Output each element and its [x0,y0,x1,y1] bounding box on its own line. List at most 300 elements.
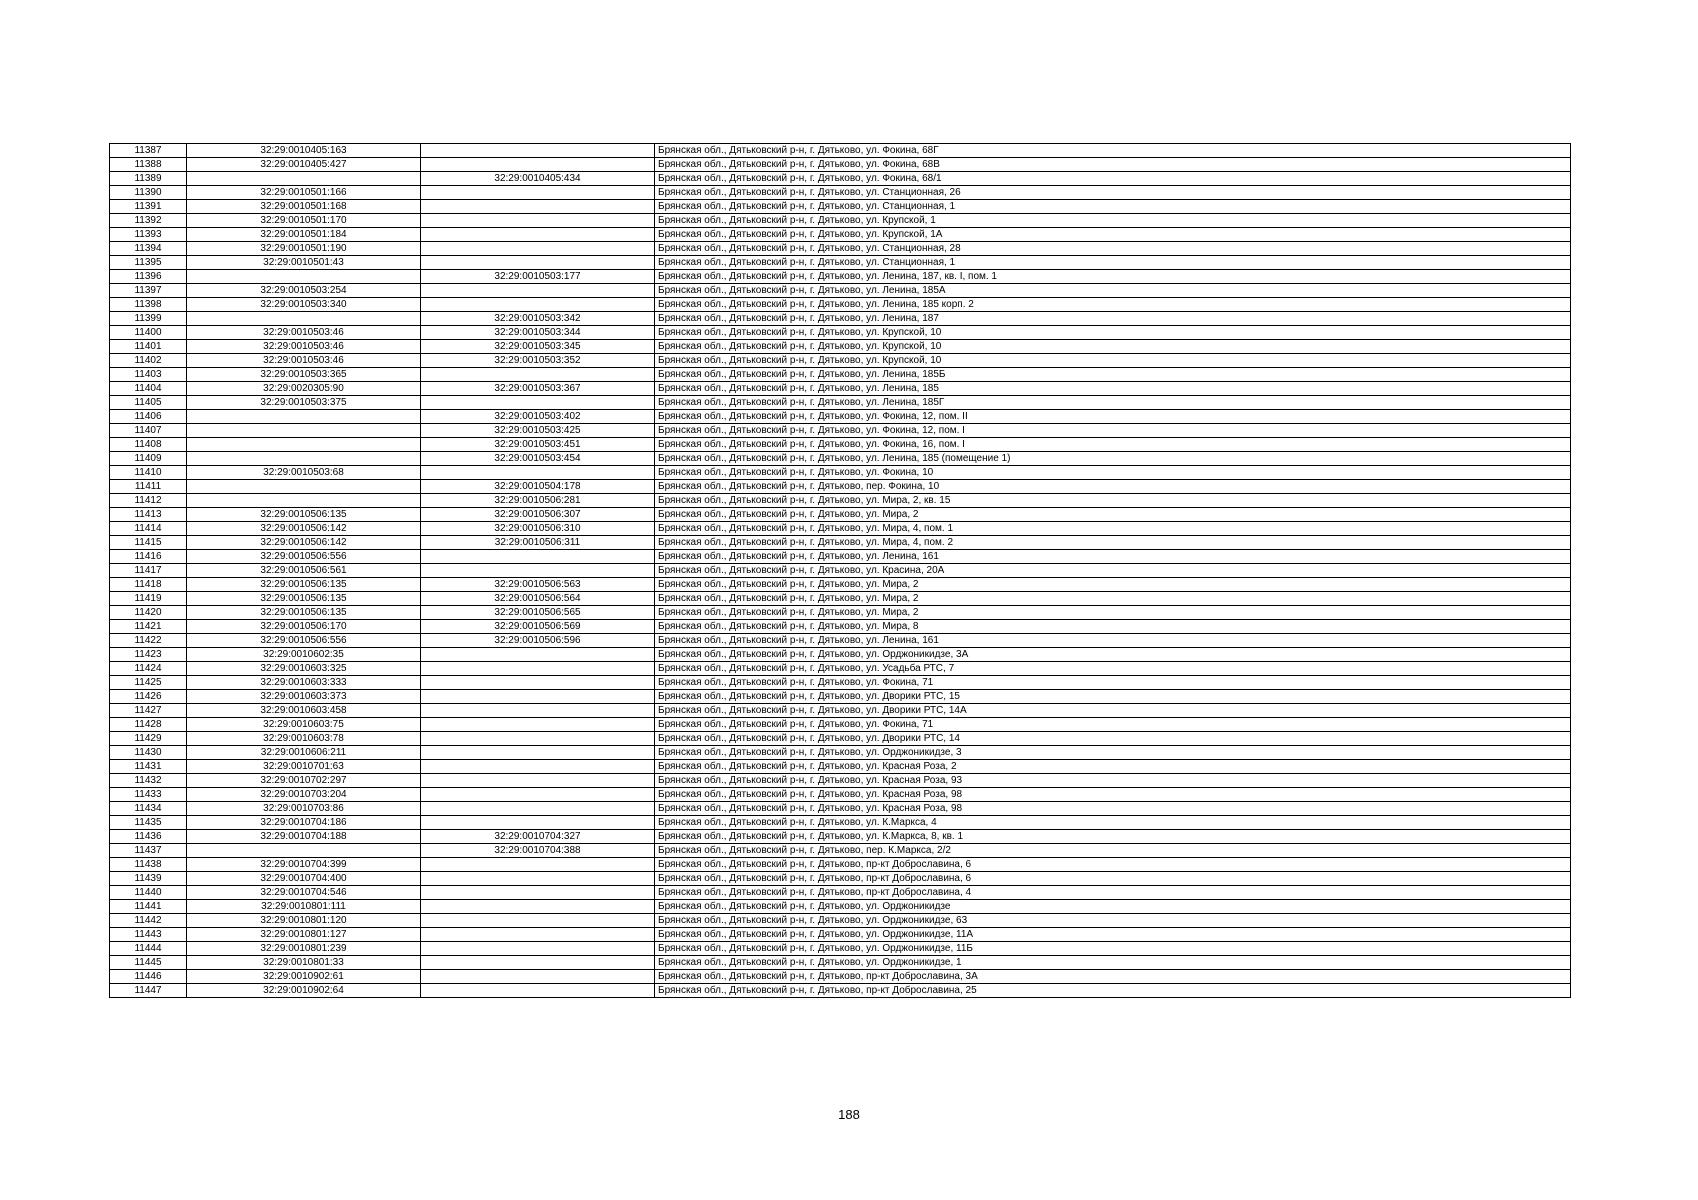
address-cell: Брянская обл., Дятьковский р-н, г. Дятьково, ул. Крупской, 10 [655,354,1571,368]
address-cell: Брянская обл., Дятьковский р-н, г. Дятьково, ул. Мира, 2 [655,592,1571,606]
row-number-cell: 11437 [110,844,187,858]
land-cadastral-number-cell: 32:29:0010503:46 [187,326,421,340]
land-cadastral-number-cell: 32:29:0010603:373 [187,690,421,704]
table-row [110,508,1571,522]
address-cell: Брянская обл., Дятьковский р-н, г. Дятьково, пер. Фокина, 10 [655,480,1571,494]
object-cadastral-number-cell [421,368,655,382]
land-cadastral-number-cell: 32:29:0010506:135 [187,578,421,592]
land-cadastral-number-cell [187,424,421,438]
row-number-cell: 11390 [110,186,187,200]
object-cadastral-number-cell: 32:29:0010503:367 [421,382,655,396]
table-row [110,928,1571,942]
table-row [110,144,1571,158]
address-cell: Брянская обл., Дятьковский р-н, г. Дятьково, ул. Ленина, 161 [655,550,1571,564]
address-cell: Брянская обл., Дятьковский р-н, г. Дятьково, ул. Станционная, 1 [655,200,1571,214]
address-cell: Брянская обл., Дятьковский р-н, г. Дятьково, ул. Орджоникидзе, 11А [655,928,1571,942]
address-cell: Брянская обл., Дятьковский р-н, г. Дятьково, ул. Ленина, 185Г [655,396,1571,410]
land-cadastral-number-cell: 32:29:0010606:211 [187,746,421,760]
row-number-cell: 11405 [110,396,187,410]
object-cadastral-number-cell [421,550,655,564]
object-cadastral-number-cell [421,396,655,410]
table-row [110,676,1571,690]
land-cadastral-number-cell: 32:29:0010602:35 [187,648,421,662]
table-row [110,746,1571,760]
table-row [110,984,1571,998]
land-cadastral-number-cell: 32:29:0010704:188 [187,830,421,844]
address-cell: Брянская обл., Дятьковский р-н, г. Дятьково, ул. Мира, 4, пом. 2 [655,536,1571,550]
table-row [110,578,1571,592]
land-cadastral-number-cell: 32:29:0010405:427 [187,158,421,172]
land-cadastral-number-cell: 32:29:0010603:325 [187,662,421,676]
address-cell: Брянская обл., Дятьковский р-н, г. Дятьково, ул. Крупской, 10 [655,326,1571,340]
row-number-cell: 11431 [110,760,187,774]
object-cadastral-number-cell [421,242,655,256]
row-number-cell: 11415 [110,536,187,550]
row-number-cell: 11443 [110,928,187,942]
row-number-cell: 11410 [110,466,187,480]
row-number-cell: 11426 [110,690,187,704]
object-cadastral-number-cell [421,214,655,228]
address-cell: Брянская обл., Дятьковский р-н, г. Дятьково, ул. Фокина, 68Г [655,144,1571,158]
table-row [110,760,1571,774]
object-cadastral-number-cell [421,186,655,200]
object-cadastral-number-cell [421,900,655,914]
address-cell: Брянская обл., Дятьковский р-н, г. Дятьково, ул. Ленина, 161 [655,634,1571,648]
table-row [110,788,1571,802]
object-cadastral-number-cell: 32:29:0010506:569 [421,620,655,634]
row-number-cell: 11447 [110,984,187,998]
row-number-cell: 11428 [110,718,187,732]
table-row [110,634,1571,648]
address-cell: Брянская обл., Дятьковский р-н, г. Дятьково, ул. Станционная, 1 [655,256,1571,270]
table-row [110,732,1571,746]
land-cadastral-number-cell: 32:29:0010506:556 [187,634,421,648]
object-cadastral-number-cell: 32:29:0010503:345 [421,340,655,354]
address-cell: Брянская обл., Дятьковский р-н, г. Дятьково, ул. Мира, 2 [655,508,1571,522]
table-row [110,942,1571,956]
table-row [110,704,1571,718]
row-number-cell: 11412 [110,494,187,508]
table-row [110,368,1571,382]
table-row [110,564,1571,578]
address-cell: Брянская обл., Дятьковский р-н, г. Дятьково, ул. Дворики РТС, 15 [655,690,1571,704]
table-row [110,242,1571,256]
address-cell: Брянская обл., Дятьковский р-н, г. Дятьково, ул. Орджоникидзе, 3А [655,648,1571,662]
land-cadastral-number-cell: 32:29:0010503:365 [187,368,421,382]
row-number-cell: 11419 [110,592,187,606]
land-cadastral-number-cell [187,270,421,284]
land-cadastral-number-cell: 32:29:0010704:400 [187,872,421,886]
address-cell: Брянская обл., Дятьковский р-н, г. Дятьково, ул. Фокина, 12, пом. II [655,410,1571,424]
table-row [110,284,1571,298]
land-cadastral-number-cell: 32:29:0010506:135 [187,606,421,620]
land-cadastral-number-cell: 32:29:0010506:142 [187,522,421,536]
row-number-cell: 11388 [110,158,187,172]
address-cell: Брянская обл., Дятьковский р-н, г. Дятьково, ул. Ленина, 187 [655,312,1571,326]
row-number-cell: 11444 [110,942,187,956]
address-cell: Брянская обл., Дятьковский р-н, г. Дятьково, пр-кт Доброславина, 6 [655,872,1571,886]
object-cadastral-number-cell: 32:29:0010503:425 [421,424,655,438]
object-cadastral-number-cell [421,984,655,998]
table-row [110,326,1571,340]
row-number-cell: 11406 [110,410,187,424]
address-cell: Брянская обл., Дятьковский р-н, г. Дятьково, ул. Ленина, 185Б [655,368,1571,382]
object-cadastral-number-cell [421,228,655,242]
address-cell: Брянская обл., Дятьковский р-н, г. Дятьково, ул. Красная Роза, 93 [655,774,1571,788]
object-cadastral-number-cell: 32:29:0010405:434 [421,172,655,186]
object-cadastral-number-cell [421,256,655,270]
land-cadastral-number-cell: 32:29:0010506:142 [187,536,421,550]
table-row [110,872,1571,886]
table-row [110,690,1571,704]
object-cadastral-number-cell [421,144,655,158]
land-cadastral-number-cell: 32:29:0010801:120 [187,914,421,928]
row-number-cell: 11396 [110,270,187,284]
row-number-cell: 11387 [110,144,187,158]
land-cadastral-number-cell: 32:29:0010801:111 [187,900,421,914]
table-row [110,886,1571,900]
table-row [110,550,1571,564]
row-number-cell: 11408 [110,438,187,452]
address-cell: Брянская обл., Дятьковский р-н, г. Дятьково, ул. Мира, 8 [655,620,1571,634]
table-row [110,214,1571,228]
row-number-cell: 11413 [110,508,187,522]
row-number-cell: 11425 [110,676,187,690]
row-number-cell: 11440 [110,886,187,900]
address-cell: Брянская обл., Дятьковский р-н, г. Дятьково, ул. Мира, 2, кв. 15 [655,494,1571,508]
address-cell: Брянская обл., Дятьковский р-н, г. Дятьково, ул. Красина, 20А [655,564,1571,578]
address-cell: Брянская обл., Дятьковский р-н, г. Дятьково, ул. Орджоникидзе, 1 [655,956,1571,970]
object-cadastral-number-cell [421,914,655,928]
object-cadastral-number-cell [421,200,655,214]
address-cell: Брянская обл., Дятьковский р-н, г. Дятьково, пр-кт Доброславина, 6 [655,858,1571,872]
table-row [110,354,1571,368]
row-number-cell: 11389 [110,172,187,186]
row-number-cell: 11404 [110,382,187,396]
land-cadastral-number-cell: 32:29:0010703:86 [187,802,421,816]
object-cadastral-number-cell: 32:29:0010704:327 [421,830,655,844]
table-row [110,382,1571,396]
land-cadastral-number-cell: 32:29:0010506:556 [187,550,421,564]
address-cell: Брянская обл., Дятьковский р-н, г. Дятьково, пр-кт Доброславина, 3А [655,970,1571,984]
address-cell: Брянская обл., Дятьковский р-н, г. Дятьково, ул. Мира, 2 [655,578,1571,592]
table-row [110,410,1571,424]
object-cadastral-number-cell: 32:29:0010506:596 [421,634,655,648]
object-cadastral-number-cell: 32:29:0010503:344 [421,326,655,340]
object-cadastral-number-cell [421,956,655,970]
object-cadastral-number-cell [421,662,655,676]
address-cell: Брянская обл., Дятьковский р-н, г. Дятьково, ул. Крупской, 1 [655,214,1571,228]
object-cadastral-number-cell: 32:29:0010503:352 [421,354,655,368]
land-cadastral-number-cell: 32:29:0010405:163 [187,144,421,158]
table-row [110,340,1571,354]
object-cadastral-number-cell [421,466,655,480]
row-number-cell: 11446 [110,970,187,984]
object-cadastral-number-cell [421,158,655,172]
row-number-cell: 11422 [110,634,187,648]
row-number-cell: 11432 [110,774,187,788]
row-number-cell: 11435 [110,816,187,830]
object-cadastral-number-cell: 32:29:0010506:563 [421,578,655,592]
row-number-cell: 11402 [110,354,187,368]
table-row [110,298,1571,312]
address-cell: Брянская обл., Дятьковский р-н, г. Дятьково, ул. Дворики РТС, 14 [655,732,1571,746]
land-cadastral-number-cell [187,312,421,326]
land-cadastral-number-cell: 32:29:0010801:33 [187,956,421,970]
object-cadastral-number-cell [421,704,655,718]
land-cadastral-number-cell: 32:29:0010501:168 [187,200,421,214]
land-cadastral-number-cell [187,480,421,494]
row-number-cell: 11414 [110,522,187,536]
table-row [110,900,1571,914]
object-cadastral-number-cell [421,886,655,900]
land-cadastral-number-cell: 32:29:0010703:204 [187,788,421,802]
land-cadastral-number-cell [187,452,421,466]
table-row [110,186,1571,200]
land-cadastral-number-cell: 32:29:0010503:254 [187,284,421,298]
object-cadastral-number-cell [421,970,655,984]
object-cadastral-number-cell [421,942,655,956]
row-number-cell: 11427 [110,704,187,718]
address-cell: Брянская обл., Дятьковский р-н, г. Дятьково, ул. Крупской, 10 [655,340,1571,354]
object-cadastral-number-cell: 32:29:0010506:564 [421,592,655,606]
table-row [110,844,1571,858]
table-row [110,718,1571,732]
land-cadastral-number-cell [187,494,421,508]
table-row [110,494,1571,508]
table-row [110,172,1571,186]
table-row [110,914,1571,928]
land-cadastral-number-cell: 32:29:0010704:186 [187,816,421,830]
table-row [110,312,1571,326]
object-cadastral-number-cell [421,718,655,732]
land-cadastral-number-cell: 32:29:0010701:63 [187,760,421,774]
land-cadastral-number-cell [187,410,421,424]
row-number-cell: 11424 [110,662,187,676]
land-cadastral-number-cell: 32:29:0010501:190 [187,242,421,256]
row-number-cell: 11407 [110,424,187,438]
address-cell: Брянская обл., Дятьковский р-н, г. Дятьково, ул. Орджоникидзе [655,900,1571,914]
object-cadastral-number-cell: 32:29:0010506:565 [421,606,655,620]
row-number-cell: 11395 [110,256,187,270]
land-cadastral-number-cell: 32:29:0010801:239 [187,942,421,956]
object-cadastral-number-cell: 32:29:0010503:342 [421,312,655,326]
object-cadastral-number-cell [421,298,655,312]
address-cell: Брянская обл., Дятьковский р-н, г. Дятьково, ул. Красная Роза, 98 [655,802,1571,816]
land-cadastral-number-cell: 32:29:0010506:561 [187,564,421,578]
table-row [110,424,1571,438]
table-row [110,802,1571,816]
object-cadastral-number-cell: 32:29:0010506:310 [421,522,655,536]
object-cadastral-number-cell: 32:29:0010503:402 [421,410,655,424]
land-cadastral-number-cell: 32:29:0010503:68 [187,466,421,480]
address-cell: Брянская обл., Дятьковский р-н, г. Дятьково, ул. Ленина, 185А [655,284,1571,298]
address-cell: Брянская обл., Дятьковский р-н, г. Дятьково, ул. Ленина, 185 (помещение 1) [655,452,1571,466]
land-cadastral-number-cell: 32:29:0010506:170 [187,620,421,634]
row-number-cell: 11409 [110,452,187,466]
row-number-cell: 11433 [110,788,187,802]
row-number-cell: 11393 [110,228,187,242]
table-row [110,228,1571,242]
row-number-cell: 11438 [110,858,187,872]
table-row [110,858,1571,872]
address-cell: Брянская обл., Дятьковский р-н, г. Дятьково, пер. К.Маркса, 2/2 [655,844,1571,858]
object-cadastral-number-cell: 32:29:0010506:307 [421,508,655,522]
table-row [110,648,1571,662]
row-number-cell: 11394 [110,242,187,256]
property-table-body [110,144,1571,998]
object-cadastral-number-cell [421,760,655,774]
object-cadastral-number-cell: 32:29:0010503:451 [421,438,655,452]
land-cadastral-number-cell: 32:29:0010503:340 [187,298,421,312]
address-cell: Брянская обл., Дятьковский р-н, г. Дятьково, ул. К.Маркса, 8, кв. 1 [655,830,1571,844]
address-cell: Брянская обл., Дятьковский р-н, г. Дятьково, ул. Мира, 2 [655,606,1571,620]
address-cell: Брянская обл., Дятьковский р-н, г. Дятьково, ул. Мира, 4, пом. 1 [655,522,1571,536]
table-row [110,662,1571,676]
object-cadastral-number-cell [421,774,655,788]
land-cadastral-number-cell: 32:29:0010603:333 [187,676,421,690]
row-number-cell: 11420 [110,606,187,620]
row-number-cell: 11439 [110,872,187,886]
row-number-cell: 11416 [110,550,187,564]
address-cell: Брянская обл., Дятьковский р-н, г. Дятьково, ул. Усадьба РТС, 7 [655,662,1571,676]
address-cell: Брянская обл., Дятьковский р-н, г. Дятьково, пр-кт Доброславина, 25 [655,984,1571,998]
land-cadastral-number-cell: 32:29:0010603:75 [187,718,421,732]
page-number: 188 [838,1107,860,1122]
object-cadastral-number-cell [421,788,655,802]
table-row [110,256,1571,270]
object-cadastral-number-cell [421,802,655,816]
table-row [110,522,1571,536]
address-cell: Брянская обл., Дятьковский р-н, г. Дятьково, ул. Орджоникидзе, 11Б [655,942,1571,956]
land-cadastral-number-cell: 32:29:0010506:135 [187,592,421,606]
address-cell: Брянская обл., Дятьковский р-н, г. Дятьково, ул. Станционная, 28 [655,242,1571,256]
table-row [110,970,1571,984]
property-table [109,143,1571,998]
land-cadastral-number-cell: 32:29:0010603:458 [187,704,421,718]
row-number-cell: 11401 [110,340,187,354]
table-row [110,158,1571,172]
row-number-cell: 11429 [110,732,187,746]
table-row [110,438,1571,452]
land-cadastral-number-cell: 32:29:0010501:184 [187,228,421,242]
table-row [110,816,1571,830]
object-cadastral-number-cell [421,690,655,704]
row-number-cell: 11391 [110,200,187,214]
object-cadastral-number-cell: 32:29:0010506:281 [421,494,655,508]
land-cadastral-number-cell [187,172,421,186]
land-cadastral-number-cell [187,438,421,452]
row-number-cell: 11411 [110,480,187,494]
row-number-cell: 11418 [110,578,187,592]
row-number-cell: 11442 [110,914,187,928]
row-number-cell: 11403 [110,368,187,382]
land-cadastral-number-cell: 32:29:0020305:90 [187,382,421,396]
table-row [110,396,1571,410]
land-cadastral-number-cell: 32:29:0010902:64 [187,984,421,998]
table-row [110,480,1571,494]
address-cell: Брянская обл., Дятьковский р-н, г. Дятьково, ул. Орджоникидзе, 3 [655,746,1571,760]
address-cell: Брянская обл., Дятьковский р-н, г. Дятьково, ул. Крупской, 1А [655,228,1571,242]
object-cadastral-number-cell: 32:29:0010506:311 [421,536,655,550]
object-cadastral-number-cell [421,732,655,746]
land-cadastral-number-cell: 32:29:0010801:127 [187,928,421,942]
row-number-cell: 11445 [110,956,187,970]
table-row [110,452,1571,466]
object-cadastral-number-cell [421,284,655,298]
address-cell: Брянская обл., Дятьковский р-н, г. Дятьково, ул. К.Маркса, 4 [655,816,1571,830]
row-number-cell: 11392 [110,214,187,228]
address-cell: Брянская обл., Дятьковский р-н, г. Дятьково, ул. Фокина, 12, пом. I [655,424,1571,438]
table-row [110,830,1571,844]
object-cadastral-number-cell [421,816,655,830]
address-cell: Брянская обл., Дятьковский р-н, г. Дятьково, пр-кт Доброславина, 4 [655,886,1571,900]
table-row [110,606,1571,620]
object-cadastral-number-cell: 32:29:0010504:178 [421,480,655,494]
table-row [110,620,1571,634]
address-cell: Брянская обл., Дятьковский р-н, г. Дятьково, ул. Фокина, 10 [655,466,1571,480]
land-cadastral-number-cell: 32:29:0010704:546 [187,886,421,900]
object-cadastral-number-cell [421,676,655,690]
address-cell: Брянская обл., Дятьковский р-н, г. Дятьково, ул. Орджоникидзе, 63 [655,914,1571,928]
row-number-cell: 11417 [110,564,187,578]
land-cadastral-number-cell: 32:29:0010702:297 [187,774,421,788]
land-cadastral-number-cell: 32:29:0010501:43 [187,256,421,270]
address-cell: Брянская обл., Дятьковский р-н, г. Дятьково, ул. Фокина, 16, пом. I [655,438,1571,452]
land-cadastral-number-cell [187,844,421,858]
table-row [110,200,1571,214]
address-cell: Брянская обл., Дятьковский р-н, г. Дятьково, ул. Фокина, 71 [655,676,1571,690]
address-cell: Брянская обл., Дятьковский р-н, г. Дятьково, ул. Ленина, 185 [655,382,1571,396]
address-cell: Брянская обл., Дятьковский р-н, г. Дятьково, ул. Фокина, 68В [655,158,1571,172]
object-cadastral-number-cell [421,746,655,760]
land-cadastral-number-cell: 32:29:0010503:375 [187,396,421,410]
table-row [110,956,1571,970]
row-number-cell: 11441 [110,900,187,914]
land-cadastral-number-cell: 32:29:0010603:78 [187,732,421,746]
address-cell: Брянская обл., Дятьковский р-н, г. Дятьково, ул. Станционная, 26 [655,186,1571,200]
address-cell: Брянская обл., Дятьковский р-н, г. Дятьково, ул. Ленина, 185 корп. 2 [655,298,1571,312]
row-number-cell: 11436 [110,830,187,844]
object-cadastral-number-cell: 32:29:0010704:388 [421,844,655,858]
address-cell: Брянская обл., Дятьковский р-н, г. Дятьково, ул. Ленина, 187, кв. I, пом. 1 [655,270,1571,284]
row-number-cell: 11421 [110,620,187,634]
table-row [110,592,1571,606]
address-cell: Брянская обл., Дятьковский р-н, г. Дятьково, ул. Дворики РТС, 14А [655,704,1571,718]
table-row [110,536,1571,550]
table-row [110,466,1571,480]
object-cadastral-number-cell [421,872,655,886]
object-cadastral-number-cell: 32:29:0010503:454 [421,452,655,466]
table-row [110,270,1571,284]
row-number-cell: 11400 [110,326,187,340]
land-cadastral-number-cell: 32:29:0010506:135 [187,508,421,522]
row-number-cell: 11430 [110,746,187,760]
object-cadastral-number-cell [421,564,655,578]
land-cadastral-number-cell: 32:29:0010503:46 [187,354,421,368]
row-number-cell: 11434 [110,802,187,816]
land-cadastral-number-cell: 32:29:0010501:166 [187,186,421,200]
land-cadastral-number-cell: 32:29:0010902:61 [187,970,421,984]
land-cadastral-number-cell: 32:29:0010501:170 [187,214,421,228]
address-cell: Брянская обл., Дятьковский р-н, г. Дятьково, ул. Красная Роза, 2 [655,760,1571,774]
object-cadastral-number-cell [421,858,655,872]
land-cadastral-number-cell: 32:29:0010503:46 [187,340,421,354]
object-cadastral-number-cell [421,928,655,942]
object-cadastral-number-cell [421,648,655,662]
row-number-cell: 11398 [110,298,187,312]
table-row [110,774,1571,788]
